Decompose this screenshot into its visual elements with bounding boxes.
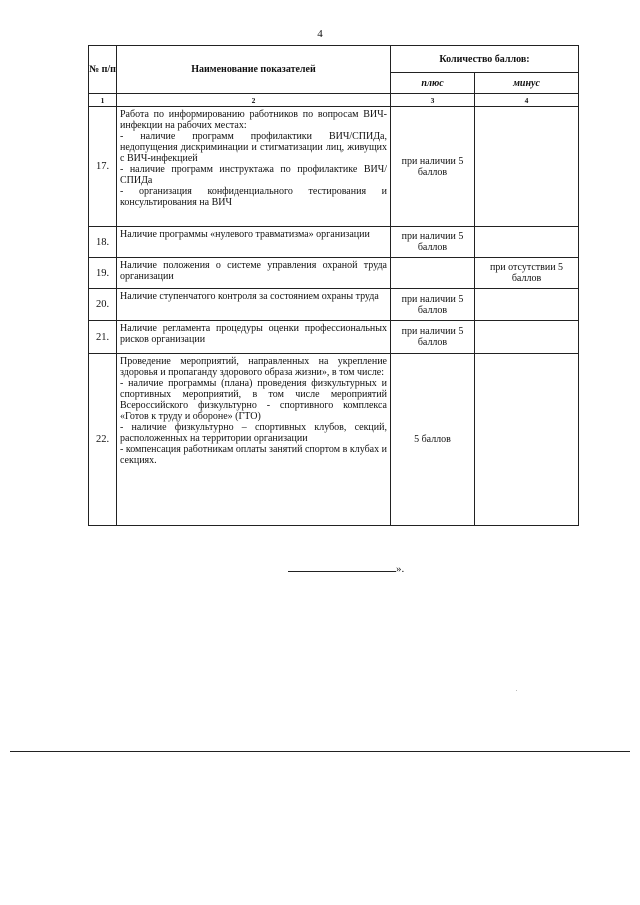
plus-score: при наличии 5 баллов <box>391 321 475 354</box>
row-number: 19. <box>89 258 117 289</box>
indicator-line: Наличие ступенчатого контроля за состоянием охраны труда <box>120 291 379 302</box>
minus-score <box>475 227 579 258</box>
row-number: 22. <box>89 354 117 526</box>
column-number: 2 <box>117 94 391 107</box>
indicator-line: - организация конфиденциального тестирования и консультирования на ВИЧ <box>120 186 387 208</box>
plus-score <box>391 258 475 289</box>
indicator-line: - наличие программ профилактики ВИЧ/СПИДа, недопущения дискриминации и стигматизации лиц, живущих с ВИЧ-инфекцией <box>120 131 387 164</box>
table-row <box>89 354 579 526</box>
indicator-line: - компенсация работникам оплаты занятий спортом в клубах и секциях. <box>120 444 387 466</box>
minus-score <box>475 321 579 354</box>
indicator-text <box>117 258 391 289</box>
plus-score: при наличии 5 баллов <box>391 289 475 321</box>
table-row <box>89 227 579 258</box>
column-number: 3 <box>391 94 475 107</box>
row-number: 17. <box>89 107 117 227</box>
scan-speck <box>516 690 517 691</box>
column-number-row <box>89 94 579 107</box>
minus-score: при отсутствии 5 баллов <box>475 258 579 289</box>
indicator-text <box>117 354 391 526</box>
indicator-text <box>117 227 391 258</box>
indicator-line: - наличие программ инструктажа по профилактике ВИЧ/СПИДа <box>120 164 387 186</box>
footer-rule <box>10 751 630 752</box>
indicators-table <box>88 45 579 526</box>
signature-blank <box>288 562 396 572</box>
page-number: 4 <box>317 28 323 40</box>
row-number: 18. <box>89 227 117 258</box>
table-row <box>89 289 579 321</box>
row-number: 21. <box>89 321 117 354</box>
minus-score <box>475 107 579 227</box>
row-number: 20. <box>89 289 117 321</box>
plus-score: 5 баллов <box>391 354 475 526</box>
table-row <box>89 107 579 227</box>
header-minus: минус <box>475 73 579 94</box>
minus-score <box>475 354 579 526</box>
header-indicator-name: Наименование показателей <box>117 46 391 94</box>
indicator-line: Работа по информированию работников по вопросам ВИЧ-инфекции на рабочих местах: <box>120 109 387 131</box>
header-number: № п/п <box>89 46 117 94</box>
table-row <box>89 321 579 354</box>
indicator-line: Наличие регламента процедуры оценки профессиональных рисков организации <box>120 323 387 345</box>
indicator-text <box>117 107 391 227</box>
closing-quote-line <box>288 562 404 575</box>
plus-score: при наличии 5 баллов <box>391 227 475 258</box>
header-plus: плюс <box>391 73 475 94</box>
column-number: 1 <box>89 94 117 107</box>
indicator-text <box>117 289 391 321</box>
header-score-count: Количество баллов: <box>391 46 579 73</box>
indicator-line: Наличие положения о системе управления охраной труда организации <box>120 260 387 282</box>
indicator-line: Наличие программы «нулевого травматизма» организации <box>120 229 370 240</box>
indicator-line: - наличие физкультурно – спортивных клубов, секций, расположенных на территории организации <box>120 422 387 444</box>
column-number: 4 <box>475 94 579 107</box>
minus-score <box>475 289 579 321</box>
indicator-line: Проведение мероприятий, направленных на укрепление здоровья и пропаганду здорового образа жизни», в том числе: <box>120 356 387 378</box>
table-row <box>89 258 579 289</box>
indicator-line: - наличие программы (плана) проведения физкультурных и спортивных мероприятий, в том числе мероприятий Всероссийского физкультурно - спортивного комплекса «Готов к труду и обороне» (ГТО) <box>120 378 387 422</box>
closing-mark: ». <box>396 563 405 575</box>
indicator-text <box>117 321 391 354</box>
plus-score: при наличии 5 баллов <box>391 107 475 227</box>
